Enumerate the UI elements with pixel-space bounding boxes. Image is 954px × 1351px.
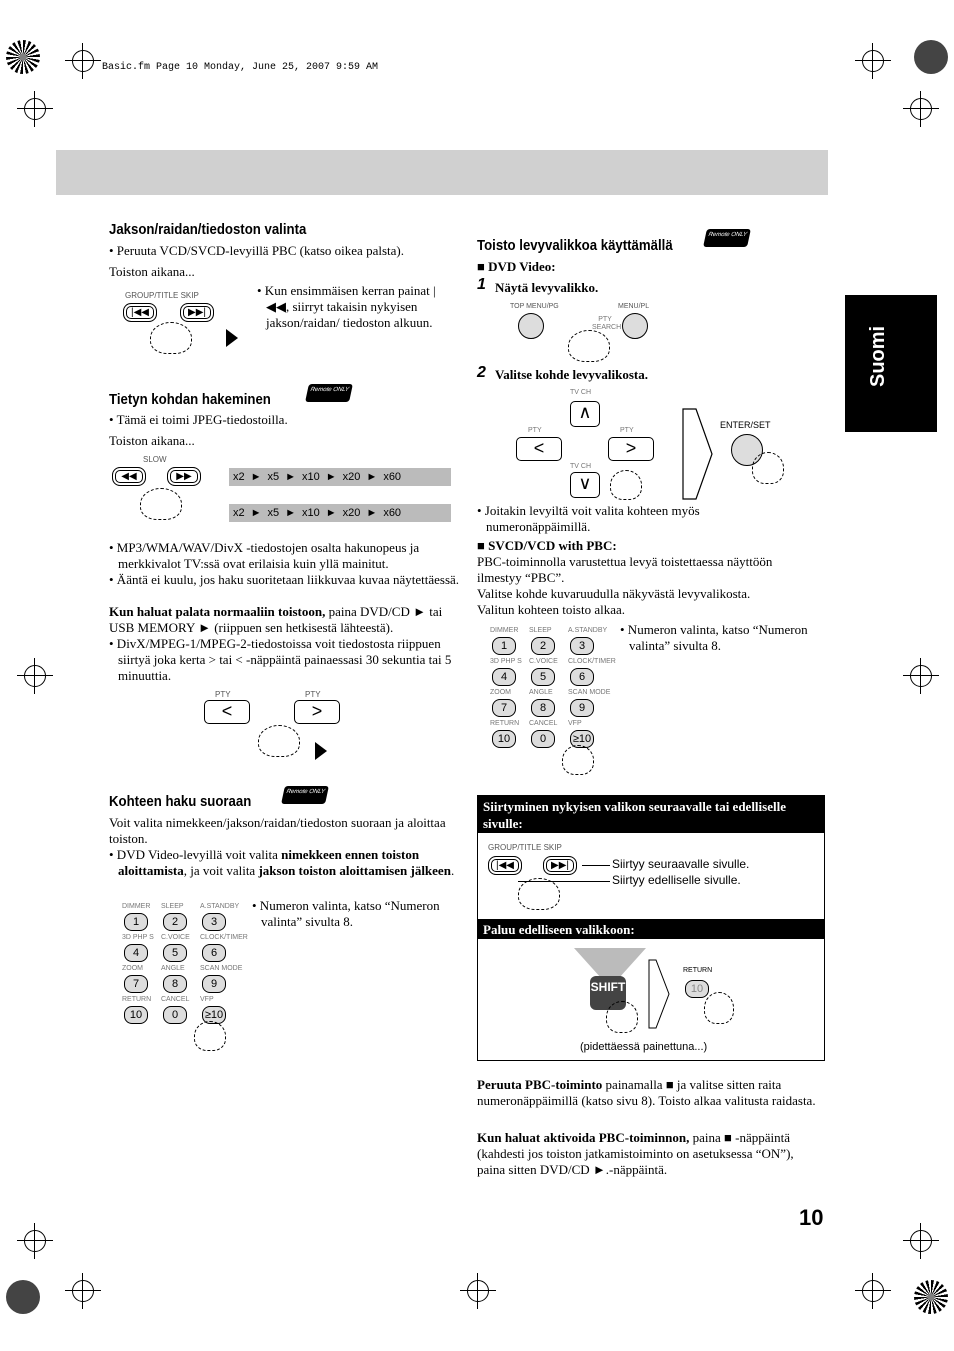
registration-mark xyxy=(24,98,46,120)
keypad-function-label: CLOCK/TIMER xyxy=(200,934,248,941)
number-key[interactable]: 0 xyxy=(163,1006,187,1024)
number-key[interactable]: 5 xyxy=(531,668,555,686)
keypad-function-label: SCAN MODE xyxy=(200,965,243,972)
rewind-button[interactable]: ◀◀ xyxy=(112,467,146,486)
header-band xyxy=(56,150,828,195)
menu-page-box xyxy=(477,795,825,1061)
number-key[interactable]: 9 xyxy=(202,975,226,993)
left-button[interactable]: < xyxy=(516,437,562,461)
number-key[interactable]: 9 xyxy=(570,699,594,717)
svcd-text: PBC-toiminnolla varustettua levyä toistettaessa näyttöön ilmestyy “PBC”. xyxy=(477,554,773,585)
registration-mark xyxy=(467,1280,489,1302)
arrow-right-icon xyxy=(226,329,238,347)
section-title-search: Tietyn kohdan hakeminen xyxy=(109,391,271,408)
registration-mark xyxy=(72,1280,94,1302)
note-bold: jakson toiston aloittamisen jälkeen xyxy=(258,863,451,878)
registration-mark xyxy=(72,50,94,72)
speed-step: x60 xyxy=(383,507,402,519)
note-text: • Tämä ei toimi JPEG-tiedostoilla. xyxy=(109,412,288,427)
up-button[interactable]: ∧ xyxy=(570,401,600,427)
language-tab-label: Suomi xyxy=(867,325,889,387)
speed-step: x10 xyxy=(302,507,320,519)
speed-step: x60 xyxy=(383,471,402,483)
enter-set-label: ENTER/SET xyxy=(720,420,771,430)
remote-only-badge: Remote ONLY xyxy=(703,229,751,247)
remote-only-badge: Remote ONLY xyxy=(305,384,353,402)
note-bold: Peruuta PBC-toiminto xyxy=(477,1077,603,1092)
keypad-function-label: CLOCK/TIMER xyxy=(568,658,616,665)
shift-button[interactable]: SHIFT xyxy=(590,976,626,1010)
pty-label: PTY xyxy=(215,690,231,699)
note-part: • DVD Video-levyillä voit valita xyxy=(109,847,282,862)
top-menu-button[interactable] xyxy=(518,313,544,339)
section-title-disc-menu: Toisto levyvalikkoa käyttämällä xyxy=(477,237,673,254)
hand-icon xyxy=(606,1001,638,1033)
registration-mark xyxy=(24,1230,46,1252)
pty-label: PTY xyxy=(620,427,634,434)
svcd-text: Valitse kohde kuvaruudulla näkyvästä levyvalikosta. xyxy=(477,586,751,601)
registration-mark xyxy=(910,1230,932,1252)
pty-label: PTY xyxy=(528,427,542,434)
button-label: GROUP/TITLE SKIP xyxy=(125,291,199,300)
during-playback-text: Toiston aikana... xyxy=(109,264,195,279)
pty-label: PTY xyxy=(305,690,321,699)
note-text: • Numeron valinta, katso “Numeron valinta” sivulta 8. xyxy=(252,898,440,929)
keypad-function-label: ZOOM xyxy=(490,689,511,696)
note-text: • Ääntä ei kuulu, jos haku suoritetaan liikkuvaa kuvaa näytettäessä. xyxy=(109,572,460,587)
pbc-cancel-text xyxy=(477,1077,822,1109)
step-number: 1 xyxy=(477,276,486,293)
language-tab xyxy=(845,295,937,432)
keypad-function-label: CANCEL xyxy=(529,720,558,727)
number-key[interactable]: ≥10 xyxy=(570,730,594,748)
keypad-function-label: C.VOICE xyxy=(529,658,558,665)
number-key[interactable]: 8 xyxy=(163,975,187,993)
pointer-line xyxy=(518,881,610,882)
skip-back-button[interactable]: |◀◀ xyxy=(488,856,522,875)
registration-mark xyxy=(862,1280,884,1302)
numeric-keypad xyxy=(490,627,616,757)
hand-icon xyxy=(140,488,182,520)
keypad-function-label: DIMMER xyxy=(122,903,151,910)
hand-icon xyxy=(562,745,594,775)
number-key[interactable]: 0 xyxy=(531,730,555,748)
slow-label: SLOW xyxy=(143,455,167,464)
speed-step: x2 xyxy=(233,471,245,483)
number-key[interactable]: ≥10 xyxy=(202,1006,226,1024)
reverse-speed-sequence: x2 ► x5 ► x10 ► x20 ► x60 xyxy=(229,504,451,522)
number-key[interactable]: 4 xyxy=(124,944,148,962)
crop-target-icon xyxy=(914,40,948,74)
prev-page-text: Siirtyy edelliselle sivulle. xyxy=(612,873,741,887)
number-key[interactable]: 1 xyxy=(492,637,516,655)
number-key[interactable]: 10 xyxy=(124,1006,148,1024)
keypad-function-label: A.STANDBY xyxy=(568,627,608,634)
pbc-activate-text xyxy=(477,1130,822,1178)
keypad-function-label: 3D PHP S xyxy=(122,934,154,941)
keypad-function-label: A.STANDBY xyxy=(200,903,240,910)
arrow-right-icon xyxy=(315,742,327,760)
note-text: • DivX/MPEG-1/MPEG-2-tiedostoissa voit tiedostosta riippuen siirtyä joka kerta > tai < -näppäintä painaessasi 30 sekuntia tai 5 minuuttia. xyxy=(109,636,452,683)
box-heading: Paluu edelliseen valikkoon: xyxy=(478,919,824,939)
section-title-direct-search: Kohteen haku suoraan xyxy=(109,793,252,810)
note-text: • Joitakin levyiltä voit valita kohteen myös numeronäppäimillä. xyxy=(477,503,700,534)
menu-button[interactable] xyxy=(622,313,648,339)
hand-icon xyxy=(752,452,784,484)
registration-mark xyxy=(24,665,46,687)
keypad-function-label: SCAN MODE xyxy=(568,689,611,696)
dvd-video-heading: ■ DVD Video: xyxy=(477,259,556,274)
note-bold: Kun haluat palata normaaliin toistoon, xyxy=(109,604,326,619)
number-key[interactable]: 2 xyxy=(163,913,187,931)
note-text xyxy=(109,847,463,879)
tv-ch-up-label: TV CH xyxy=(570,389,591,396)
hand-icon xyxy=(610,470,642,500)
keypad-function-label: ANGLE xyxy=(529,689,553,696)
speed-step: x20 xyxy=(342,507,361,519)
box-heading: Siirtyminen nykyisen valikon seuraavalle tai edelliselle sivulle: xyxy=(478,796,824,833)
registration-mark xyxy=(862,50,884,72)
remote-only-badge: Remote ONLY xyxy=(281,786,329,804)
number-key[interactable]: 6 xyxy=(570,668,594,686)
keypad-function-label: VFP xyxy=(200,996,214,1003)
note-text: • MP3/WMA/WAV/DivX -tiedostojen osalta hakunopeus ja merkkivalot TV:ssä ovat erilaisia kuin yllä mainitut. xyxy=(109,540,420,571)
step-text: Valitse kohde levyvalikosta. xyxy=(495,367,649,382)
right-button[interactable]: > xyxy=(608,437,654,461)
registration-mark xyxy=(910,98,932,120)
hand-icon xyxy=(704,992,734,1024)
skip-forward-button[interactable]: ▶▶| xyxy=(543,856,577,875)
menu-label: MENU/PL xyxy=(618,303,650,310)
left-button[interactable]: < xyxy=(204,700,250,724)
keypad-function-label: RETURN xyxy=(490,720,520,727)
number-key[interactable]: 5 xyxy=(163,944,187,962)
number-key[interactable]: 7 xyxy=(492,699,516,717)
large-arrow-icon xyxy=(648,959,670,1029)
page-number: 10 xyxy=(799,1205,824,1230)
crop-target-icon xyxy=(6,1280,40,1314)
keypad-function-label: C.VOICE xyxy=(161,934,190,941)
number-key[interactable]: 3 xyxy=(570,637,594,655)
forward-speed-sequence: x2 ► x5 ► x10 ► x20 ► x60 xyxy=(229,468,451,486)
return-label: RETURN xyxy=(683,967,713,974)
section-title-chapter-select: Jakson/raidan/tiedoston valinta xyxy=(109,221,307,238)
right-button[interactable]: > xyxy=(294,700,340,724)
speed-step: x5 xyxy=(267,507,280,519)
keypad-function-label: ZOOM xyxy=(122,965,143,972)
note-text: • Kun ensimmäisen kerran painat |◀◀, siirryt takaisin nykyisen jakson/raidan/ tiedoston alkuun. xyxy=(257,283,436,330)
hand-icon xyxy=(194,1021,226,1051)
crop-target-icon xyxy=(6,40,40,74)
number-key[interactable]: 2 xyxy=(531,637,555,655)
hold-text: (pidettäessä painettuna...) xyxy=(580,1041,708,1053)
number-key[interactable]: 3 xyxy=(202,913,226,931)
next-page-text: Siirtyy seuraavalle sivulle. xyxy=(612,857,750,871)
hand-icon xyxy=(258,725,300,757)
tv-ch-down-label: TV CH xyxy=(570,463,591,470)
number-key[interactable]: 6 xyxy=(202,944,226,962)
number-key[interactable]: 10 xyxy=(492,730,516,748)
top-menu-label: TOP MENU/PG xyxy=(510,303,559,310)
note-text: • Peruuta VCD/SVCD-levyillä PBC (katso oikea palsta). xyxy=(109,243,404,258)
fast-forward-button[interactable]: ▶▶ xyxy=(167,467,201,486)
keypad-function-label: 3D PHP S xyxy=(490,658,522,665)
keypad-function-label: CANCEL xyxy=(161,996,190,1003)
skip-back-button[interactable]: |◀◀ xyxy=(123,303,157,322)
note-bold: nimekkeen ennen toiston aloittamista xyxy=(118,847,420,878)
svcd-heading: ■ SVCD/VCD with PBC: xyxy=(477,538,617,553)
step-text: Näytä levyvalikko. xyxy=(495,280,599,295)
down-button[interactable]: ∨ xyxy=(570,472,600,498)
keypad-function-label: SLEEP xyxy=(161,903,184,910)
pointer-line xyxy=(582,865,610,866)
note-part: , ja voit valita xyxy=(183,863,259,878)
skip-forward-button[interactable]: ▶▶| xyxy=(180,303,214,322)
note-rest: painamalla ■ ja valitse sitten raita numeronäppäimillä (katso sivu 8). Toisto alkaa valitusta raidasta. xyxy=(477,1077,816,1108)
number-key[interactable]: 1 xyxy=(124,913,148,931)
speed-step: x2 xyxy=(233,507,245,519)
keypad-function-label: ANGLE xyxy=(161,965,185,972)
keypad-function-label: SLEEP xyxy=(529,627,552,634)
hand-icon xyxy=(518,878,560,910)
return-button[interactable]: 10 xyxy=(685,980,709,998)
hand-icon xyxy=(568,330,610,362)
note-text xyxy=(109,604,454,636)
note-part: . xyxy=(450,863,455,878)
number-key[interactable]: 7 xyxy=(124,975,148,993)
note-rest: paina DVD/CD ► tai USB MEMORY ► (riippuen sen hetkisestä lähteestä). xyxy=(109,604,443,635)
keypad-function-label: DIMMER xyxy=(490,627,519,634)
file-info: Basic.fm Page 10 Monday, June 25, 2007 9:59 AM xyxy=(102,62,379,73)
note-bold: Kun haluat aktivoida PBC-toiminnon, xyxy=(477,1130,690,1145)
keypad-function-label: RETURN xyxy=(122,996,152,1003)
speed-step: x10 xyxy=(302,471,320,483)
note-text: • Numeron valinta, katso “Numeron valinta” sivulta 8. xyxy=(620,622,808,653)
hand-icon xyxy=(150,322,192,354)
registration-mark xyxy=(910,665,932,687)
during-playback-text: Toiston aikana... xyxy=(109,433,195,448)
svcd-text: Valitun kohteen toisto alkaa. xyxy=(477,602,626,617)
step-number: 2 xyxy=(477,364,486,381)
intro-text: Voit valita nimekkeen/jakson/raidan/tiedoston suoraan ja aloittaa toiston. xyxy=(109,815,446,846)
keypad-function-label: VFP xyxy=(568,720,582,727)
speed-step: x20 xyxy=(342,471,361,483)
number-key[interactable]: 4 xyxy=(492,668,516,686)
number-key[interactable]: 8 xyxy=(531,699,555,717)
speed-step: x5 xyxy=(267,471,280,483)
note-rest: paina ■ -näppäintä (kahdesti jos toiston jatkamistoiminto on asetuksessa “ON”), paina sitten DVD/CD ►.-näppäintä. xyxy=(477,1130,794,1177)
large-arrow-icon xyxy=(682,408,714,500)
numeric-keypad xyxy=(122,903,248,1033)
pty-search-label: PTY SEARCH xyxy=(592,316,622,331)
crop-target-icon xyxy=(914,1280,948,1314)
button-label: GROUP/TITLE SKIP xyxy=(488,843,562,852)
